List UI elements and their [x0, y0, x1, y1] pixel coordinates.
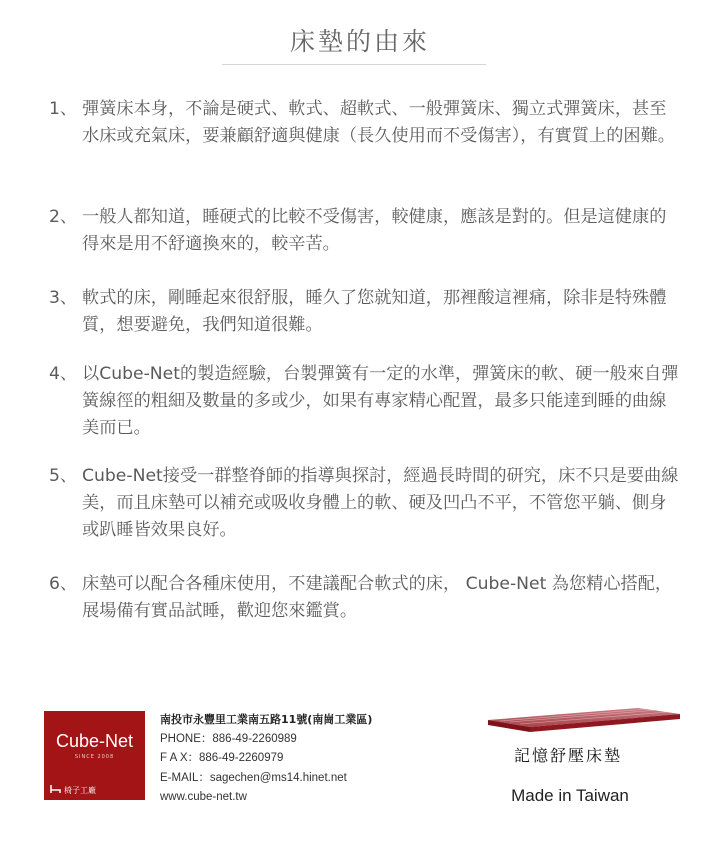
website-link[interactable]: www.cube-net.tw [160, 791, 247, 803]
title-divider [222, 64, 486, 65]
contact-info [160, 710, 450, 808]
item-number: 1、 [49, 99, 78, 119]
item-number: 3、 [49, 288, 78, 308]
address: 南投市永豐里工業南五路11號(南崗工業區) [160, 713, 373, 726]
item-number: 6、 [49, 574, 78, 594]
item-number: 4、 [49, 364, 78, 384]
list-item [49, 571, 679, 625]
logo-since: SINCE 2008 [74, 754, 115, 760]
page-title: 床墊的由來 [289, 27, 430, 56]
item-text: Cube-Net接受一群整脊師的指導與探討，經過長時間的研究，床不只是要曲線美，而且床墊可以補充或吸收身體上的軟、硬及凹凸不平，不管您平躺、側身或趴睡皆效果良好。 [82, 466, 679, 540]
product-slogan: 記憶舒壓床墊 [513, 746, 622, 765]
fax: F A X：886-49-2260979 [160, 752, 284, 764]
list-item [49, 204, 679, 258]
chair-icon [50, 785, 62, 794]
item-text: 一般人都知道，睡硬式的比較不受傷害，較健康，應該是對的。但是這健康的得來是用不舒適換來的，較辛苦。 [82, 207, 667, 254]
item-text: 軟式的床，剛睡起來很舒服，睡久了您就知道，那裡酸這裡痛，除非是特殊體質，想要避免，我們知道很難。 [82, 288, 667, 335]
list-item [49, 96, 679, 150]
list-item [49, 285, 679, 339]
item-number: 5、 [49, 466, 78, 486]
item-text: 以Cube-Net的製造經驗，台製彈簧有一定的水準，彈簧床的軟、硬一般來自彈簧線徑的粗細及數量的多或少，如果有專家精心配置，最多只能達到睡的曲線美而已。 [82, 364, 679, 438]
brand-logo[interactable] [44, 711, 145, 800]
item-number: 2、 [49, 207, 78, 227]
phone: PHONE：886-49-2260989 [160, 732, 297, 745]
logo-subtitle: 椅子工廠 [64, 786, 96, 795]
made-in-label: Made in Taiwan [511, 786, 629, 805]
email[interactable]: E-MAIL：sagechen@ms14.hinet.net [160, 771, 347, 784]
list-item [49, 361, 679, 442]
logo-brand-name: Cube-Net [55, 731, 134, 751]
item-text: 床墊可以配合各種床使用，不建議配合軟式的床， Cube-Net 為您精心搭配，展場備有實品試睡，歡迎您來鑑賞。 [82, 574, 673, 621]
list-item [49, 463, 679, 544]
item-text: 彈簧床本身，不論是硬式、軟式、超軟式、一般彈簧床、獨立式彈簧床，甚至水床或充氣床，要兼顧舒適與健康（長久使用而不受傷害），有實質上的困難。 [82, 99, 675, 146]
